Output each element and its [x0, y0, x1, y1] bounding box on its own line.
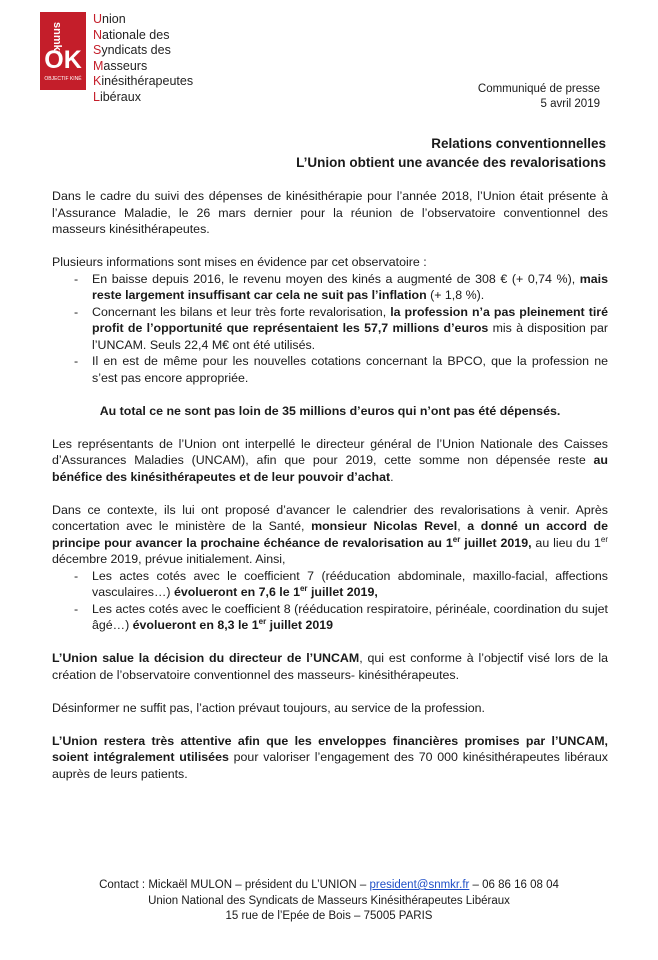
brand-line: Union: [93, 12, 126, 26]
title-line-2: L’Union obtient une avancée des revalorisations: [296, 155, 606, 170]
paragraph-context: Dans ce contexte, ils lui ont proposé d’avancer le calendrier des revalorisations à venir. Après concertation avec le ministère de la Santé, monsieur Nicolas Revel, a donné un accord de principe pour avancer la prochaine échéance de revalorisation au 1er juillet 2019, au lieu du 1er décembre 2019, prévue initialement. Ainsi, - Les actes cotés avec le coefficient 7 (rééducation abdominale, maxillo-facial, affections vasculaires…) évolueront en 7,6 le 1er juillet 2019, - Les actes cotés avec le coefficient 8 (rééducation respiratoire, périnéale, coordination du sujet âgé…) évolueront en 8,3 le 1er juillet 2019: [52, 502, 608, 634]
observatory-list: [52, 271, 608, 387]
paragraph-action: Désinformer ne suffit pas, l’action prévaut toujours, au service de la profession.: [52, 700, 485, 715]
email-link[interactable]: president@snmkr.fr: [369, 879, 470, 891]
contact-line: Contact : Mickaël MULON – président du L’UNION – president@snmkr.fr – 06 86 16 08 04: [99, 879, 559, 891]
paragraph-decision: L’Union salue la décision du directeur de l’UNCAM, qui est conforme à l’objectif visé lors de la création de l’observatoire conventionnel des masseurs- kinésithérapeutes.: [52, 651, 608, 682]
document-title: [296, 134, 606, 172]
press-label: Communiqué de presse: [477, 83, 600, 95]
title-line-1: Relations conventionnelles: [431, 136, 606, 151]
list-item: - En baisse depuis 2016, le revenu moyen des kinés a augmenté de 308 € (+ 0,74 %), mais reste largement insuffisant car cela ne suit pas l’inflation (+ 1,8 %).: [52, 271, 608, 304]
press-date: 5 avril 2019: [540, 97, 600, 110]
logo-vertical-text: snmkr: [51, 22, 63, 56]
footer-contact: [0, 878, 658, 925]
brand-line: Nationale des: [93, 27, 170, 42]
brand-line: Libéraux: [93, 89, 141, 104]
organization-full-name: Union National des Syndicats de Masseurs Kinésithérapeutes Libéraux: [148, 894, 510, 907]
list-item: - Les actes cotés avec le coefficient 7 (rééducation abdominale, maxillo-facial, affections vasculaires…) évolueront en 7,6 le 1er juillet 2019,: [52, 568, 608, 601]
revaluation-list: [52, 568, 608, 634]
press-header: [478, 82, 600, 111]
snmkr-ok-logo: [40, 12, 100, 92]
brand-line: Kinésithérapeutes: [93, 74, 194, 88]
brand-line: Masseurs: [93, 58, 148, 73]
paragraph-observatory: [52, 254, 608, 386]
list-item: - Il en est de même pour les nouvelles cotations concernant la BPCO, que la profession ne s’est pas encore appropriée.: [52, 353, 608, 386]
total-statement: Au total ce ne sont pas loin de 35 millions d’euros qui n’ont pas été dépensés.: [99, 403, 561, 418]
logo-tagline: OBJECTIF KINÉ: [44, 76, 82, 82]
list-item: - Concernant les bilans et leur très forte revalorisation, la profession n’a pas pleinement tiré profit de l’opportunité que représentaient les 57,7 millions d’euros mis à disposition par l’UNCAM. Seuls 22,4 M€ ont été utilisés.: [52, 304, 608, 354]
brand-line: Syndicats des: [93, 43, 171, 57]
document-body: [52, 188, 608, 799]
paragraph-conclusion: L’Union restera très attentive afin que les enveloppes financières promises par l’UNCAM, soient intégralement utilisées pour valoriser l’engagement des 70 000 kinésithérapeutes libéraux auprès de leurs patients.: [52, 733, 608, 781]
list-item: - Les actes cotés avec le coefficient 8 (rééducation respiratoire, périnéale, coordination du sujet âgé…) évolueront en 8,3 le 1er juillet 2019: [52, 601, 608, 634]
logo-ok-text: OK: [44, 46, 82, 74]
organization-address: 15 rue de l’Epée de Bois – 75005 PARIS: [225, 910, 433, 922]
paragraph-uncam: Les représentants de l’Union ont interpellé le directeur général de l’Union Nationale des Caisses d’Assurances Maladies (UNCAM), afin que pour 2019, cette somme non dépensée reste au bénéfice des kinésithérapeutes et de leur pouvoir d’achat.: [52, 436, 608, 484]
organization-name: [93, 12, 193, 105]
paragraph-intro: Dans le cadre du suivi des dépenses de kinésithérapie pour l’année 2018, l’Union était présente à l’Assurance Maladie, le 26 mars dernier pour la réunion de l’observatoire conventionnel des masseurs kinésithérapeutes.: [52, 189, 608, 236]
observatory-intro: Plusieurs informations sont mises en évidence par cet observatoire :: [52, 255, 427, 269]
